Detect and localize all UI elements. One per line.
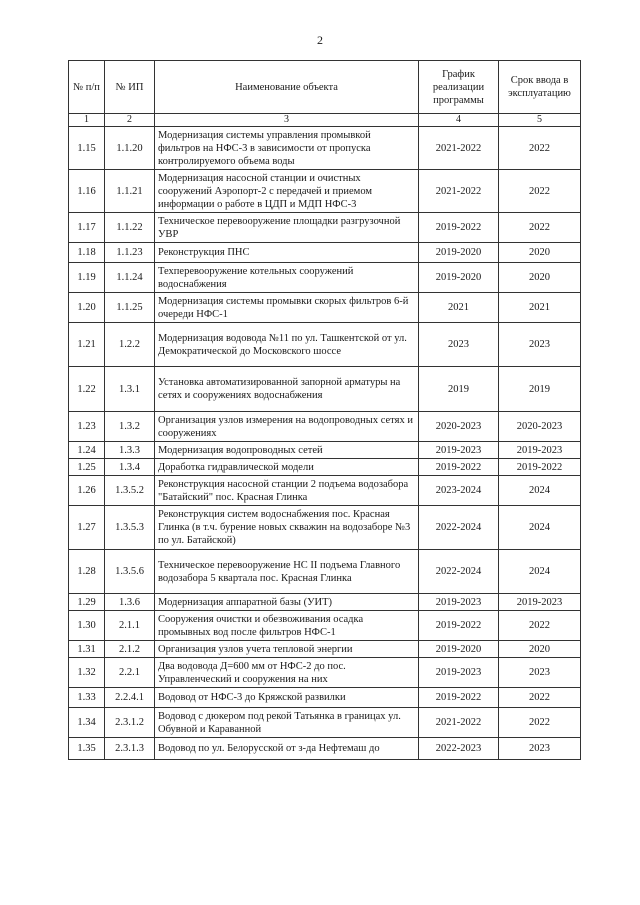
- commissioning-term-cell: 2022: [499, 688, 581, 708]
- schedule-cell: 2021-2022: [419, 127, 499, 170]
- row-number-cell: 1.35: [69, 738, 105, 760]
- commissioning-term-cell: 2019-2022: [499, 459, 581, 476]
- row-number-cell: 1.27: [69, 506, 105, 550]
- commissioning-term-cell: 2022: [499, 611, 581, 641]
- commissioning-term-cell: 2023: [499, 738, 581, 760]
- table-row: [69, 708, 581, 738]
- schedule-cell: 2019-2020: [419, 641, 499, 658]
- column-number: 3: [155, 114, 419, 127]
- object-name-cell: Организация узлов измерения на водопроводных сетях и сооружениях: [155, 412, 419, 442]
- table-row: [69, 323, 581, 367]
- row-number-cell: 1.20: [69, 293, 105, 323]
- ip-number-cell: 1.3.6: [105, 594, 155, 611]
- schedule-cell: 2019-2020: [419, 263, 499, 293]
- column-number: 2: [105, 114, 155, 127]
- object-name-cell: Техническое перевооружение площадки разгрузочной УВР: [155, 213, 419, 243]
- object-name-cell: Водовод от НФС-3 до Кряжской развилки: [155, 688, 419, 708]
- schedule-cell: 2019-2022: [419, 688, 499, 708]
- table-row: [69, 127, 581, 170]
- table-row: [69, 688, 581, 708]
- row-number-cell: 1.16: [69, 170, 105, 213]
- commissioning-term-cell: 2023: [499, 323, 581, 367]
- table-row: [69, 442, 581, 459]
- commissioning-term-cell: 2022: [499, 127, 581, 170]
- object-name-cell: Установка автоматизированной запорной арматуры на сетях и сооружениях водоснабжения: [155, 367, 419, 412]
- schedule-cell: 2019-2022: [419, 459, 499, 476]
- table-row: [69, 293, 581, 323]
- ip-number-cell: 2.3.1.2: [105, 708, 155, 738]
- row-number-cell: 1.32: [69, 658, 105, 688]
- schedule-cell: 2019-2020: [419, 243, 499, 263]
- schedule-cell: 2022-2024: [419, 550, 499, 594]
- ip-number-cell: 1.3.4: [105, 459, 155, 476]
- row-number-cell: 1.21: [69, 323, 105, 367]
- ip-number-cell: 1.1.22: [105, 213, 155, 243]
- ip-number-cell: 1.3.5.6: [105, 550, 155, 594]
- object-name-cell: Доработка гидравлической модели: [155, 459, 419, 476]
- commissioning-term-cell: 2020-2023: [499, 412, 581, 442]
- schedule-cell: 2019-2022: [419, 213, 499, 243]
- schedule-cell: 2021-2022: [419, 708, 499, 738]
- row-number-cell: 1.19: [69, 263, 105, 293]
- schedule-cell: 2019-2023: [419, 658, 499, 688]
- page-number: 2: [317, 33, 323, 47]
- table-row: [69, 611, 581, 641]
- schedule-cell: 2021: [419, 293, 499, 323]
- schedule-cell: 2019: [419, 367, 499, 412]
- commissioning-term-cell: 2022: [499, 170, 581, 213]
- objects-table: [68, 60, 581, 760]
- row-number-cell: 1.26: [69, 476, 105, 506]
- table-row: [69, 213, 581, 243]
- object-name-cell: Модернизация системы управления промывкой фильтров на НФС-3 в зависимости от пропуска контролируемого объема воды: [155, 127, 419, 170]
- row-number-cell: 1.33: [69, 688, 105, 708]
- table-row: [69, 459, 581, 476]
- table-header-row: [69, 61, 581, 114]
- column-numbers-row: [69, 114, 581, 127]
- table-row: [69, 243, 581, 263]
- commissioning-term-cell: 2020: [499, 641, 581, 658]
- table-row: [69, 476, 581, 506]
- commissioning-term-cell: 2019: [499, 367, 581, 412]
- header-commissioning-term: Срок ввода в эксплуатацию: [499, 61, 581, 114]
- object-name-cell: Модернизация аппаратной базы (УИТ): [155, 594, 419, 611]
- object-name-cell: Техническое перевооружение НС II подъема Главного водозабора 5 квартала пос. Красная Глинка: [155, 550, 419, 594]
- header-schedule: График реализации программы: [419, 61, 499, 114]
- row-number-cell: 1.29: [69, 594, 105, 611]
- ip-number-cell: 1.3.1: [105, 367, 155, 412]
- row-number-cell: 1.30: [69, 611, 105, 641]
- object-name-cell: Модернизация системы промывки скорых фильтров 6-й очереди НФС-1: [155, 293, 419, 323]
- column-number: 1: [69, 114, 105, 127]
- object-name-cell: Реконструкция ПНС: [155, 243, 419, 263]
- schedule-cell: 2019-2023: [419, 594, 499, 611]
- ip-number-cell: 1.1.24: [105, 263, 155, 293]
- ip-number-cell: 1.3.5.2: [105, 476, 155, 506]
- table-row: [69, 550, 581, 594]
- schedule-cell: 2019-2023: [419, 442, 499, 459]
- ip-number-cell: 2.3.1.3: [105, 738, 155, 760]
- commissioning-term-cell: 2021: [499, 293, 581, 323]
- schedule-cell: 2023: [419, 323, 499, 367]
- row-number-cell: 1.17: [69, 213, 105, 243]
- schedule-cell: 2023-2024: [419, 476, 499, 506]
- row-number-cell: 1.23: [69, 412, 105, 442]
- commissioning-term-cell: 2019-2023: [499, 442, 581, 459]
- header-ip-number: № ИП: [105, 61, 155, 114]
- commissioning-term-cell: 2020: [499, 243, 581, 263]
- table-row: [69, 738, 581, 760]
- commissioning-term-cell: 2022: [499, 708, 581, 738]
- object-name-cell: Водовод с дюкером под рекой Татьянка в границах ул. Обувной и Караванной: [155, 708, 419, 738]
- table-row: [69, 412, 581, 442]
- row-number-cell: 1.15: [69, 127, 105, 170]
- schedule-cell: 2020-2023: [419, 412, 499, 442]
- column-number: 4: [419, 114, 499, 127]
- header-row-number: № п/п: [69, 61, 105, 114]
- ip-number-cell: 2.2.1: [105, 658, 155, 688]
- header-object-name: Наименование объекта: [155, 61, 419, 114]
- row-number-cell: 1.28: [69, 550, 105, 594]
- schedule-cell: 2022-2024: [419, 506, 499, 550]
- object-name-cell: Сооружения очистки и обезвоживания осадка промывных вод после фильтров НФС-1: [155, 611, 419, 641]
- ip-number-cell: 2.1.1: [105, 611, 155, 641]
- table-row: [69, 367, 581, 412]
- commissioning-term-cell: 2020: [499, 263, 581, 293]
- object-name-cell: Модернизация насосной станции и очистных сооружений Аэропорт-2 с передачей и приемом информации о работе в ЦДП и МДП НФС-3: [155, 170, 419, 213]
- table-row: [69, 170, 581, 213]
- ip-number-cell: 1.3.5.3: [105, 506, 155, 550]
- commissioning-term-cell: 2024: [499, 476, 581, 506]
- object-name-cell: Два водовода Д=600 мм от НФС-2 до пос. Управленческий и сооружения на них: [155, 658, 419, 688]
- commissioning-term-cell: 2024: [499, 550, 581, 594]
- object-name-cell: Реконструкция систем водоснабжения пос. Красная Глинка (в т.ч. бурение новых скважин на водозаборе №3 по ул. Батайской): [155, 506, 419, 550]
- object-name-cell: Модернизация водовода №11 по ул. Ташкентской от ул. Демократической до Московского шоссе: [155, 323, 419, 367]
- ip-number-cell: 1.1.20: [105, 127, 155, 170]
- commissioning-term-cell: 2024: [499, 506, 581, 550]
- ip-number-cell: 2.2.4.1: [105, 688, 155, 708]
- schedule-cell: 2019-2022: [419, 611, 499, 641]
- commissioning-term-cell: 2023: [499, 658, 581, 688]
- row-number-cell: 1.25: [69, 459, 105, 476]
- object-name-cell: Водовод по ул. Белорусской от з-да Нефтемаш до: [155, 738, 419, 760]
- commissioning-term-cell: 2019-2023: [499, 594, 581, 611]
- table-row: [69, 658, 581, 688]
- table-row: [69, 263, 581, 293]
- ip-number-cell: 1.3.2: [105, 412, 155, 442]
- object-name-cell: Техперевооружение котельных сооружений водоснабжения: [155, 263, 419, 293]
- row-number-cell: 1.34: [69, 708, 105, 738]
- ip-number-cell: 1.1.23: [105, 243, 155, 263]
- table-row: [69, 641, 581, 658]
- row-number-cell: 1.18: [69, 243, 105, 263]
- table-row: [69, 506, 581, 550]
- row-number-cell: 1.22: [69, 367, 105, 412]
- object-name-cell: Реконструкция насосной станции 2 подъема водозабора "Батайский" пос. Красная Глинка: [155, 476, 419, 506]
- schedule-cell: 2021-2022: [419, 170, 499, 213]
- ip-number-cell: 1.1.21: [105, 170, 155, 213]
- schedule-cell: 2022-2023: [419, 738, 499, 760]
- row-number-cell: 1.31: [69, 641, 105, 658]
- column-number: 5: [499, 114, 581, 127]
- ip-number-cell: 2.1.2: [105, 641, 155, 658]
- object-name-cell: Организация узлов учета тепловой энергии: [155, 641, 419, 658]
- object-name-cell: Модернизация водопроводных сетей: [155, 442, 419, 459]
- commissioning-term-cell: 2022: [499, 213, 581, 243]
- row-number-cell: 1.24: [69, 442, 105, 459]
- ip-number-cell: 1.2.2: [105, 323, 155, 367]
- ip-number-cell: 1.1.25: [105, 293, 155, 323]
- table-row: [69, 594, 581, 611]
- ip-number-cell: 1.3.3: [105, 442, 155, 459]
